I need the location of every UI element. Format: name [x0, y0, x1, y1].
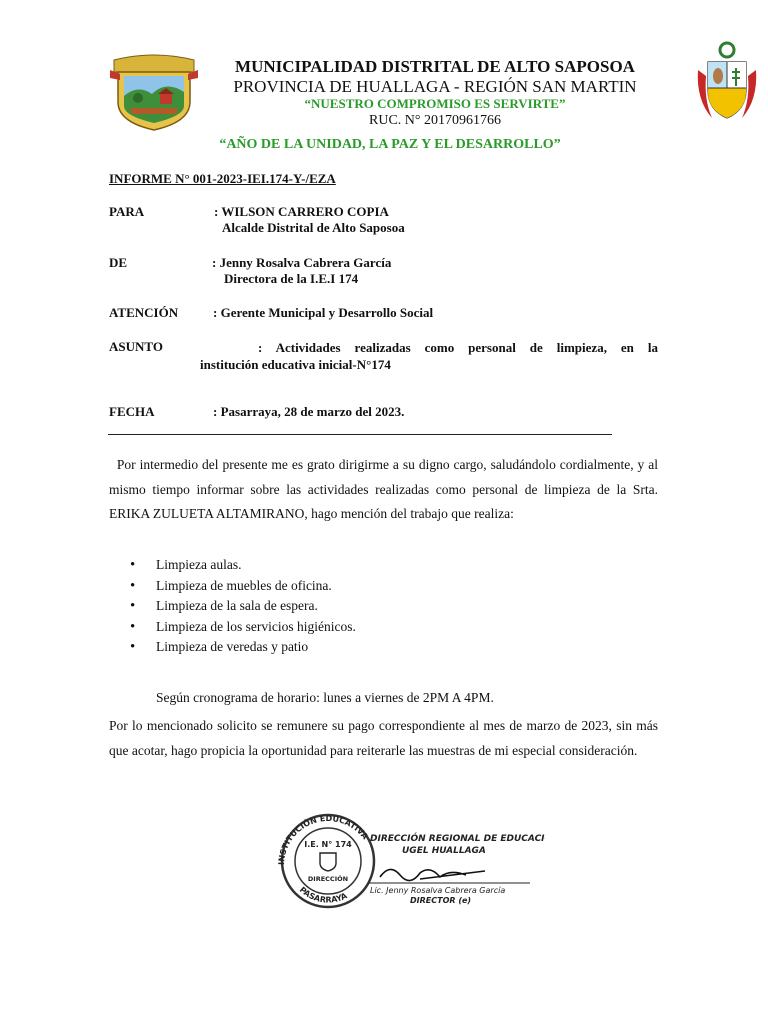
list-item: • Limpieza aulas.	[130, 555, 356, 576]
separator-line	[108, 434, 612, 435]
report-number: INFORME N° 001-2023-IEI.174-Y-/EZA	[109, 171, 336, 186]
fecha-label: FECHA	[109, 404, 155, 419]
year-motto: “AÑO DE LA UNIDAD, LA PAZ Y EL DESARROLLO”	[219, 137, 561, 152]
closing-paragraph: Por lo mencionado solicito se remunere su pago correspondiente al mes de marzo de 2023, sin más que acotar, hago propicia la oportunidad para reiterarle las muestras de mi especial consideración.	[109, 718, 658, 758]
seal-direction: DIRECCIÓN	[307, 875, 349, 883]
official-stamp	[270, 795, 545, 927]
peru-coat-of-arms-icon	[692, 40, 762, 126]
municipality-slogan: “NUESTRO COMPROMISO ES SERVIRTE”	[304, 96, 566, 111]
signer-name: Lic. Jenny Rosalva Cabrera García	[370, 886, 506, 895]
list-item: • Limpieza de los servicios higiénicos.	[130, 617, 356, 638]
seal-shield-icon	[320, 853, 336, 871]
list-item: • Limpieza de la sala de espera.	[130, 596, 356, 617]
stamp-line-2: UGEL HUALLAGA	[402, 846, 486, 856]
de-value: : Jenny Rosalva Cabrera García	[212, 255, 392, 270]
schedule-text: Según cronograma de horario: lunes a viernes de 2PM A 4PM.	[156, 690, 494, 705]
para-value: : WILSON CARRERO COPIA	[214, 204, 389, 219]
list-item: • Limpieza de veredas y patio	[130, 637, 356, 658]
asunto-line-2: institución educativa inicial-N°174	[200, 357, 391, 372]
asunto-label: ASUNTO	[109, 339, 163, 354]
seal-bottom-text: PASARRAYA	[297, 885, 349, 905]
seal-number: I.E. N° 174	[304, 840, 352, 849]
para-subtitle: Alcalde Distrital de Alto Saposoa	[222, 220, 405, 235]
atencion-value: : Gerente Municipal y Desarrollo Social	[213, 305, 434, 320]
de-subtitle: Directora de la I.E.I 174	[224, 271, 359, 286]
stamp-line-1: DIRECCIÓN REGIONAL DE EDUCACIÓN	[370, 834, 545, 844]
asunto-value	[200, 339, 658, 373]
task-list	[130, 555, 356, 658]
de-label: DE	[109, 255, 128, 270]
ruc-number: RUC. N° 20170961766	[369, 113, 501, 128]
municipal-shield-icon	[108, 50, 200, 132]
fecha-value: : Pasarraya, 28 de marzo del 2023.	[213, 404, 405, 419]
atencion-label: ATENCIÓN	[109, 305, 179, 320]
asunto-line-1: : Actividades realizadas como personal de limpieza, en la	[258, 340, 658, 355]
intro-paragraph: Por intermedio del presente me es grato dirigirme a su digno cargo, saludándolo cordialmente, y al mismo tiempo informar sobre las actividades realizadas como personal de limpieza de la Srta. ERIKA ZULUETA ALTAMIRANO, hago mención del trabajo que realiza:	[109, 457, 662, 521]
seal-top-text: INSTITUCIÓN EDUCATIVA	[276, 813, 370, 866]
signature-scribble	[380, 869, 485, 880]
municipality-name: MUNICIPALIDAD DISTRITAL DE ALTO SAPOSOA	[235, 57, 635, 76]
list-item: • Limpieza de muebles de oficina.	[130, 576, 356, 597]
signer-role: DIRECTOR (e)	[410, 896, 472, 905]
province-region: PROVINCIA DE HUALLAGA - REGIÓN SAN MARTIN	[233, 77, 637, 96]
para-label: PARA	[109, 204, 145, 219]
